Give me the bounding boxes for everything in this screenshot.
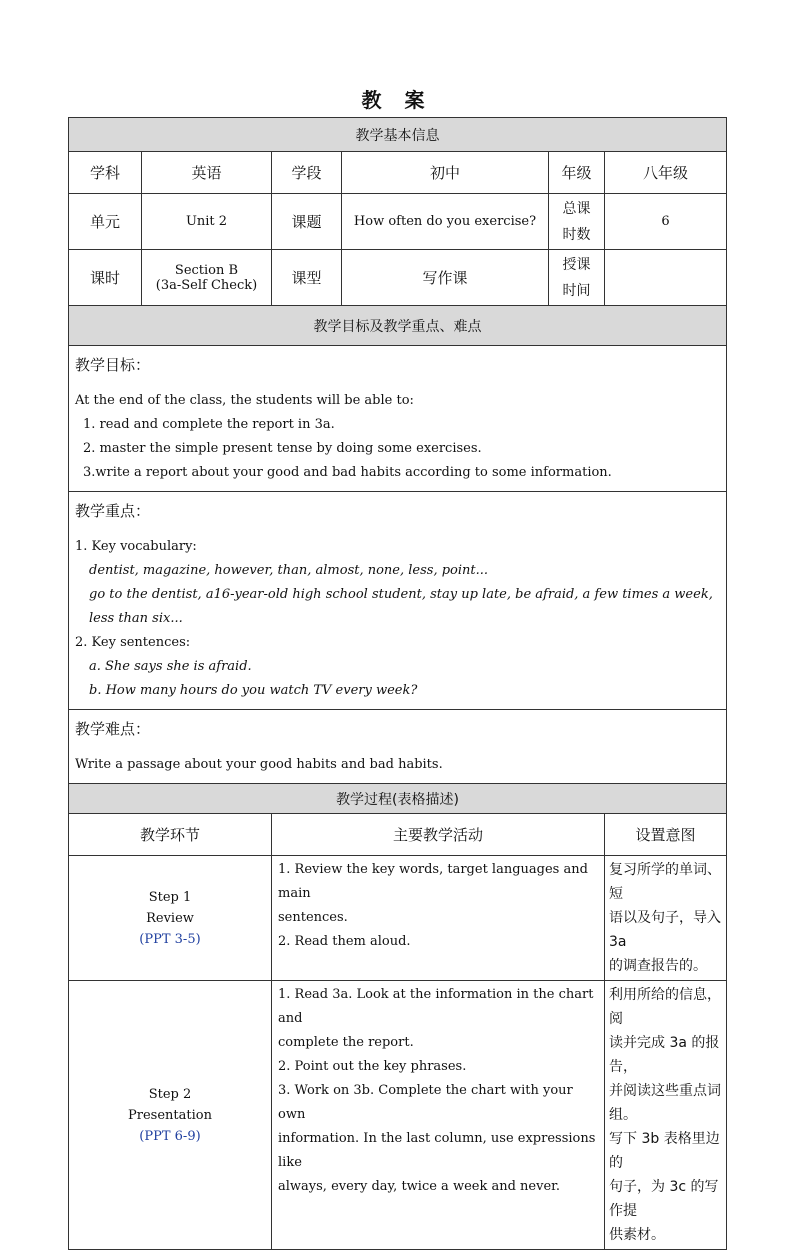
section-basic-info: 教学基本信息 [69, 118, 727, 152]
step-2-purpose-line: 并阅读这些重点词组。 [609, 1083, 721, 1123]
period-value-1: Section B [174, 262, 239, 278]
period-value-2: (3a-Self Check) [155, 277, 258, 293]
step-1-activity-line: 1. Review the key words, target languages and main [278, 862, 588, 901]
lesson-plan-table [68, 117, 727, 1250]
class-time-label-2: 时间 [562, 282, 591, 299]
type-value: 写作课 [342, 250, 549, 306]
stage-label: 学段 [272, 152, 342, 194]
step-2-purpose-line: 利用所给的信息，阅 [609, 987, 721, 1027]
total-hours-label-2: 时数 [562, 226, 591, 243]
step-1-purpose-line: 语以及句子，导入 3a [609, 910, 721, 950]
topic-label: 课题 [272, 194, 342, 250]
topic-value: How often do you exercise? [342, 194, 549, 250]
step-2-activity-line: information. In the last column, use expressions like [278, 1131, 596, 1170]
step-1-ppt: (PPT 3-5) [139, 931, 201, 947]
process-header-activity: 主要教学活动 [272, 814, 605, 856]
teaching-goals-heading: 教学目标： [75, 356, 151, 374]
step-2-label: Presentation [128, 1107, 212, 1123]
step-2-purpose-line: 写下 3b 表格里边的 [609, 1131, 720, 1171]
step-2-name: Step 2 [148, 1086, 192, 1102]
teaching-goals-cell [69, 346, 727, 492]
step-1-activities [272, 856, 605, 981]
step-2-stage [69, 981, 272, 1250]
process-header-stage: 教学环节 [69, 814, 272, 856]
class-time-value [605, 250, 727, 306]
step-2-purpose-line: 供素材。 [609, 1227, 665, 1243]
difficulties-heading: 教学难点： [75, 720, 151, 738]
step-1-purpose [605, 856, 727, 981]
process-header-purpose: 设置意图 [605, 814, 727, 856]
period-value [142, 250, 272, 306]
step-2-activity-line: 2. Point out the key phrases. [278, 1059, 467, 1074]
goal-item-3: 3.write a report about your good and bad habits according to some information. [83, 465, 612, 480]
key-points-cell [69, 492, 727, 710]
type-label: 课型 [272, 250, 342, 306]
step-2-activities [272, 981, 605, 1250]
goal-item-1: 1. read and complete the report in 3a. [83, 417, 335, 432]
unit-label: 单元 [69, 194, 142, 250]
total-hours-value: 6 [605, 194, 727, 250]
vocab-line-1: dentist, magazine, however, than, almost, none, less, point... [89, 563, 489, 578]
goals-intro: At the end of the class, the students will be able to: [75, 393, 414, 408]
step-1-name: Step 1 [148, 889, 192, 905]
total-hours-label [549, 194, 605, 250]
step-2-activity-line: always, every day, twice a week and never. [278, 1179, 561, 1194]
vocab-line-3: less than six... [89, 611, 183, 626]
section-goals: 教学目标及教学重点、难点 [69, 306, 727, 346]
sentence-b: b. How many hours do you watch TV every week? [89, 683, 418, 698]
grade-value: 八年级 [605, 152, 727, 194]
step-2-purpose-line: 读并完成 3a 的报告， [609, 1035, 720, 1075]
subject-value: 英语 [142, 152, 272, 194]
key-points-heading: 教学重点： [75, 502, 151, 520]
step-2-activity-line: 3. Work on 3b. Complete the chart with your own [278, 1083, 573, 1122]
grade-label: 年级 [549, 152, 605, 194]
vocab-line-2: go to the dentist, a16-year-old high school student, stay up late, be afraid, a few times a week, [89, 587, 713, 602]
goal-item-2: 2. master the simple present tense by doing some exercises. [83, 441, 482, 456]
sentence-a: a. She says she is afraid. [89, 659, 252, 674]
class-time-label [549, 250, 605, 306]
step-1-purpose-line: 复习所学的单词、短 [609, 862, 721, 902]
period-label: 课时 [69, 250, 142, 306]
difficulties-text: Write a passage about your good habits and bad habits. [75, 757, 443, 772]
step-1-purpose-line: 的调查报告的。 [609, 958, 707, 974]
step-1-activity-line: sentences. [278, 910, 348, 925]
stage-value: 初中 [342, 152, 549, 194]
step-2-purpose [605, 981, 727, 1250]
section-process: 教学过程(表格描述) [69, 784, 727, 814]
step-1-activity-line: 2. Read them aloud. [278, 934, 411, 949]
sentences-label: 2. Key sentences: [75, 635, 191, 650]
step-2-ppt: (PPT 6-9) [139, 1128, 201, 1144]
step-2-purpose-line: 句子，为 3c 的写作提 [609, 1179, 719, 1219]
step-1-stage [69, 856, 272, 981]
subject-label: 学科 [69, 152, 142, 194]
step-1-label: Review [146, 910, 194, 926]
vocab-label: 1. Key vocabulary: [75, 539, 197, 554]
total-hours-label-1: 总课 [562, 200, 591, 217]
step-2-activity-line: 1. Read 3a. Look at the information in the chart and [278, 987, 594, 1026]
document-title: 教 案 [361, 88, 433, 112]
difficulties-cell [69, 710, 727, 784]
unit-value: Unit 2 [142, 194, 272, 250]
class-time-label-1: 授课 [562, 256, 591, 273]
step-2-activity-line: complete the report. [278, 1035, 414, 1050]
